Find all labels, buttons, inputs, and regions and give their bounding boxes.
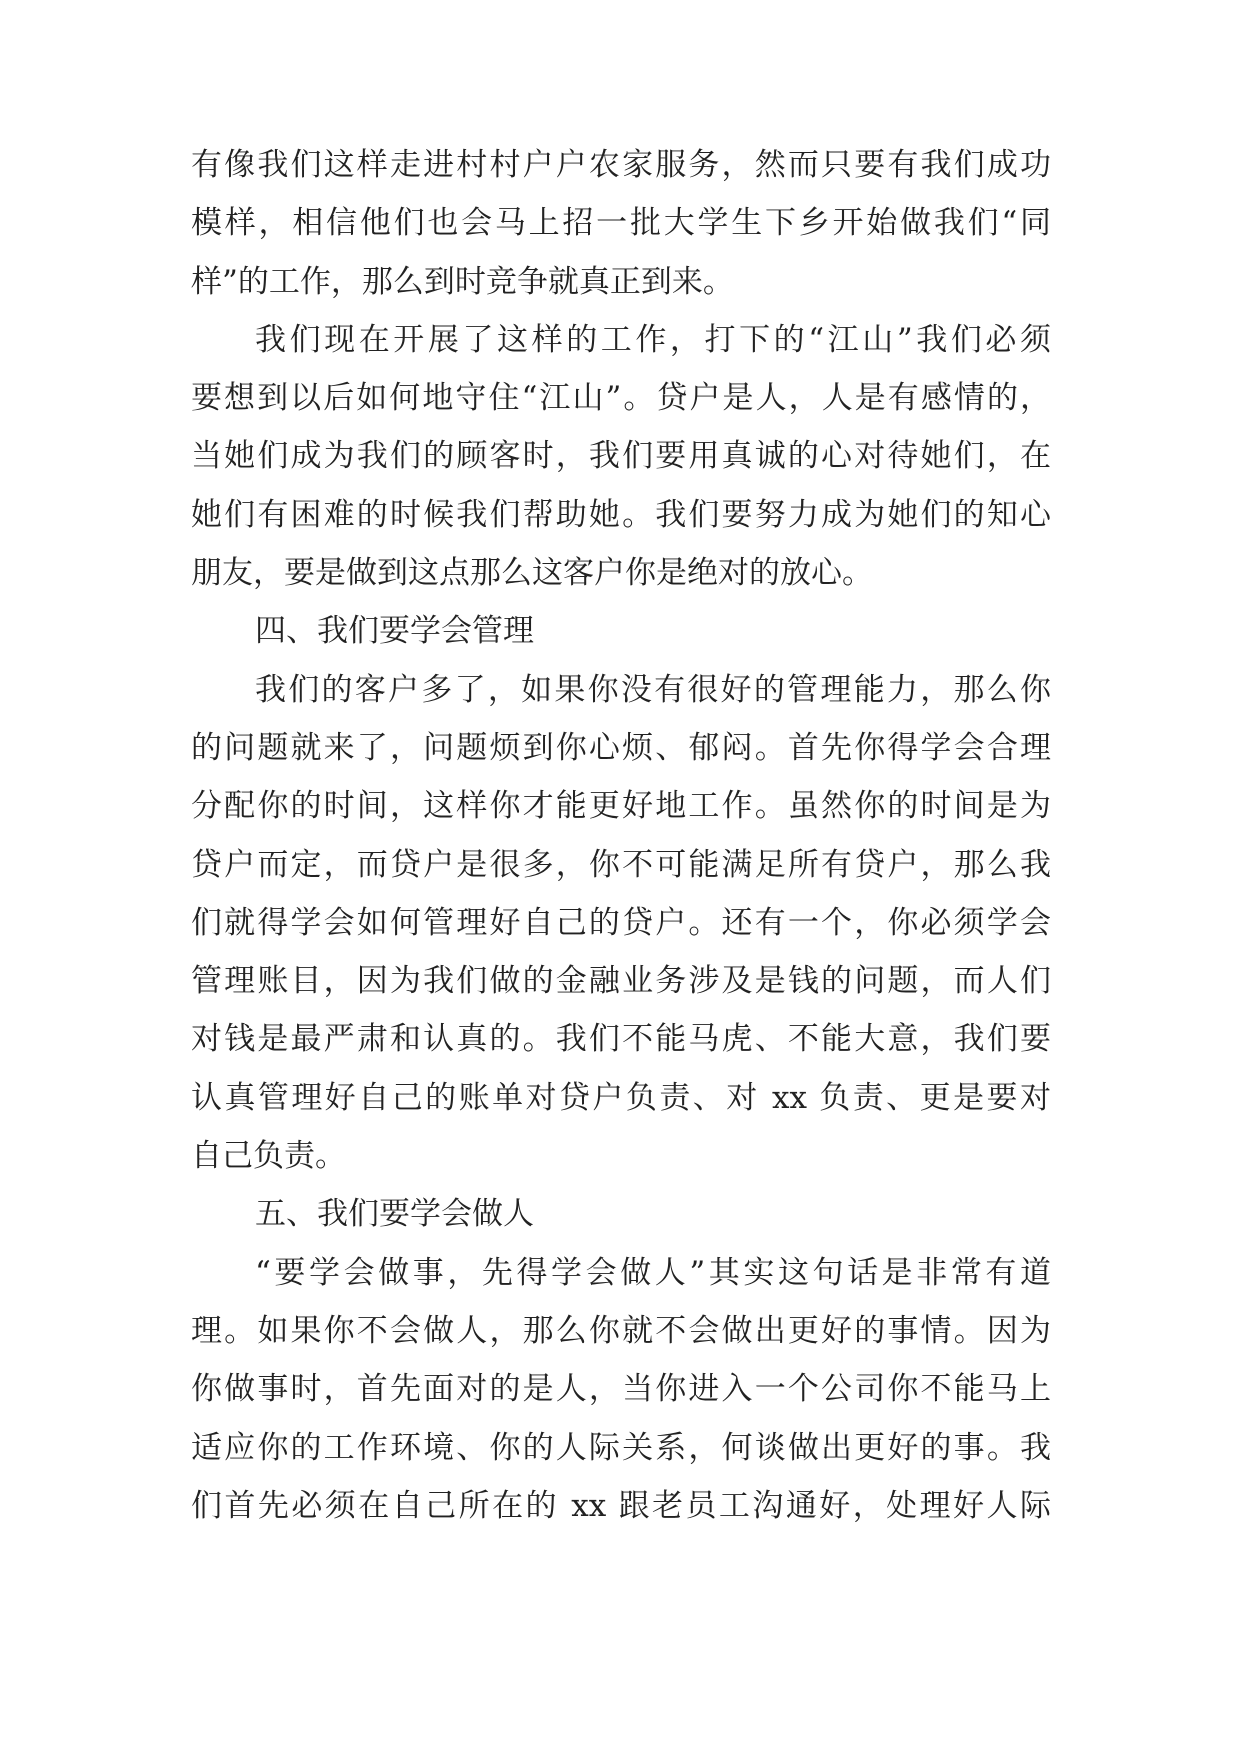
paragraph-line: 你做事时，首先面对的是人，当你进入一个公司你不能马上	[191, 1371, 1051, 1408]
paragraph-line: 贷户而定，而贷户是很多，你不可能满足所有贷户，那么我	[191, 846, 1051, 883]
paragraph-line: 样”的工作，那么到时竞争就真正到来。	[191, 263, 734, 300]
section-heading: 五、我们要学会做人	[255, 1196, 534, 1233]
document-body	[191, 136, 1051, 1535]
paragraph-line: 模样，相信他们也会马上招一批大学生下乡开始做我们“同	[191, 205, 1051, 242]
paragraph-line: 分配你的时间，这样你才能更好地工作。虽然你的时间是为	[191, 788, 1051, 825]
paragraph-line: “要学会做事，先得学会做人”其实这句话是非常有道	[255, 1254, 1051, 1291]
paragraph-line: 理。如果你不会做人，那么你就不会做出更好的事情。因为	[191, 1312, 1051, 1349]
paragraph-line: 当她们成为我们的顾客时，我们要用真诚的心对待她们，在	[191, 438, 1051, 475]
paragraph-line: 要想到以后如何地守住“江山”。贷户是人，人是有感情的，	[191, 380, 1051, 417]
paragraph-line: 们首先必须在自己所在的 xx 跟老员工沟通好，处理好人际	[191, 1487, 1051, 1524]
paragraph-line: 管理账目，因为我们做的金融业务涉及是钱的问题，而人们	[191, 963, 1051, 1000]
paragraph-line: 适应你的工作环境、你的人际关系，何谈做出更好的事。我	[191, 1429, 1051, 1466]
paragraph-line: 我们现在开展了这样的工作，打下的“江山”我们必须	[255, 321, 1051, 358]
paragraph-line: 们就得学会如何管理好自己的贷户。还有一个，你必须学会	[191, 904, 1051, 941]
paragraph-line: 朋友，要是做到这点那么这客户你是绝对的放心。	[191, 555, 873, 592]
paragraph-line: 的问题就来了，问题烦到你心烦、郁闷。首先你得学会合理	[191, 729, 1051, 766]
paragraph-line: 对钱是最严肃和认真的。我们不能马虎、不能大意，我们要	[191, 1021, 1051, 1058]
paragraph-line: 她们有困难的时候我们帮助她。我们要努力成为她们的知心	[191, 496, 1051, 533]
paragraph-line: 认真管理好自己的账单对贷户负责、对 xx 负责、更是要对	[191, 1079, 1051, 1116]
paragraph-line: 有像我们这样走进村村户户农家服务，然而只要有我们成功	[191, 147, 1051, 183]
paragraph-line: 自己负责。	[191, 1138, 346, 1175]
paragraph-line: 我们的客户多了，如果你没有很好的管理能力，那么你	[255, 671, 1051, 708]
section-heading: 四、我们要学会管理	[255, 613, 534, 650]
